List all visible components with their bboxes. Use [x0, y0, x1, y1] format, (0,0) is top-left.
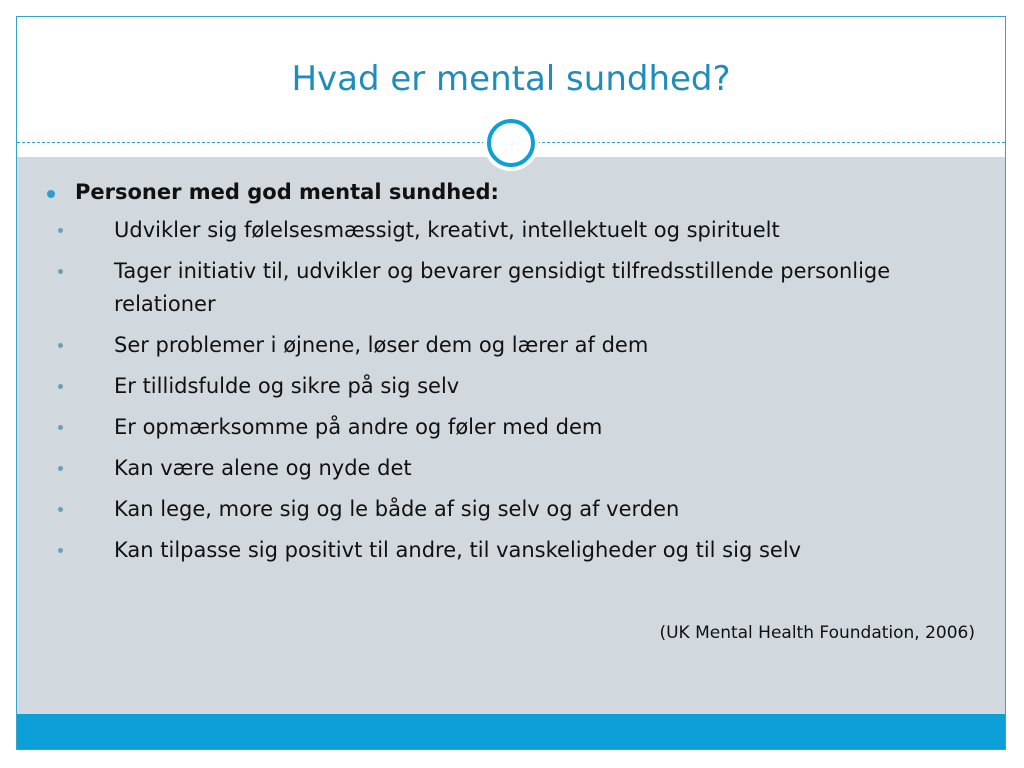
list-item	[47, 255, 987, 321]
list-item	[47, 452, 987, 485]
slide	[16, 16, 1006, 750]
bullet-icon	[58, 384, 63, 389]
bullet-icon	[58, 548, 63, 553]
list-item-text: Kan lege, more sig og le både af sig selv og af verden	[114, 497, 680, 521]
bullet-heading: Personer med god mental sundhed:	[75, 180, 499, 204]
bullet-list	[47, 214, 987, 567]
bullet-heading-row	[47, 180, 987, 214]
slide-title: Hvad er mental sundhed?	[291, 59, 731, 99]
bullet-icon	[58, 507, 63, 512]
list-item	[47, 214, 987, 247]
bullet-icon	[58, 228, 63, 233]
bullet-icon	[58, 466, 63, 471]
bullet-icon	[58, 269, 63, 274]
list-item-text: Er opmærksomme på andre og føler med dem	[114, 415, 603, 439]
list-item-text: Tager initiativ til, udvikler og bevarer gensidigt tilfredsstillende personlige relationer	[114, 259, 891, 316]
list-item-text: Ser problemer i øjnene, løser dem og lærer af dem	[114, 333, 649, 357]
list-item	[47, 370, 987, 403]
list-item	[47, 493, 987, 526]
list-item	[47, 329, 987, 362]
list-item	[47, 411, 987, 444]
list-item-text: Kan være alene og nyde det	[114, 456, 412, 480]
list-item-text: Udvikler sig følelsesmæssigt, kreativt, intellektuelt og spirituelt	[114, 218, 780, 242]
ring-icon	[487, 119, 535, 167]
list-item	[47, 534, 987, 567]
list-item-text: Kan tilpasse sig positivt til andre, til vanskeligheder og til sig selv	[114, 538, 802, 562]
source-citation: (UK Mental Health Foundation, 2006)	[659, 623, 975, 643]
bullet-icon	[58, 343, 63, 348]
circle-ornament-icon	[483, 115, 539, 171]
list-item-text: Er tillidsfulde og sikre på sig selv	[114, 374, 460, 398]
bullet-icon	[47, 190, 55, 198]
content	[47, 180, 987, 575]
bullet-icon	[58, 425, 63, 430]
footer-bar	[17, 714, 1005, 749]
